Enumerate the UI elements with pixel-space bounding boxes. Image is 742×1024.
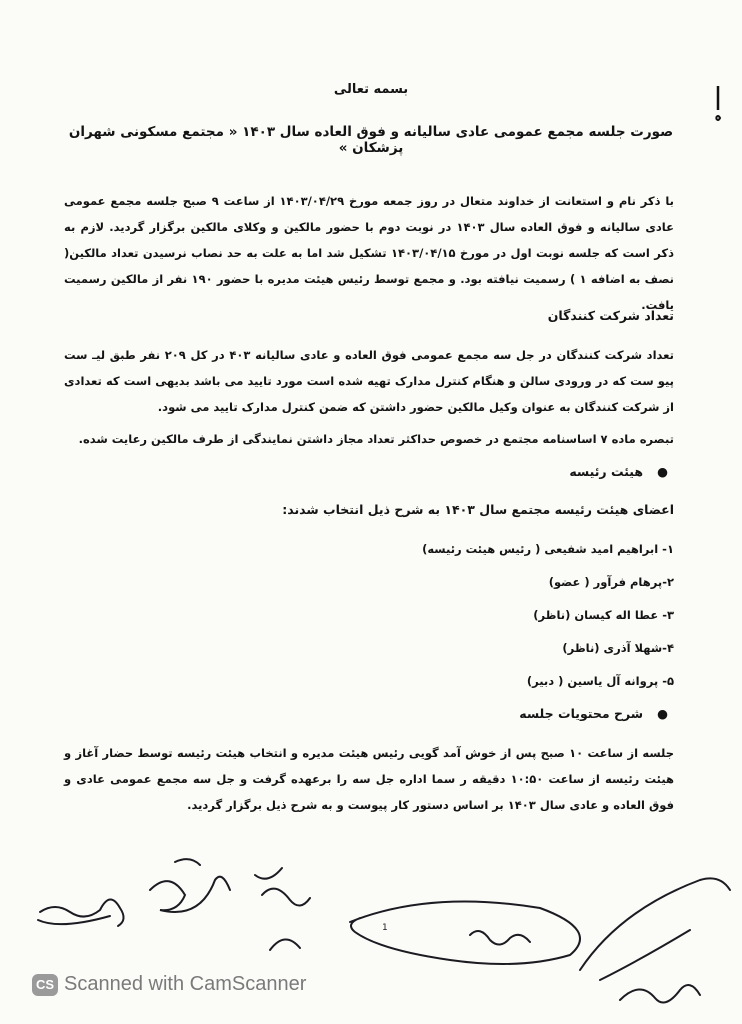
- signatures-area: [0, 850, 742, 1024]
- camscanner-watermark: [32, 973, 306, 996]
- signature-1: [38, 899, 124, 926]
- list-item: ۲-پرهام فرآور ( عضو): [548, 575, 674, 589]
- margin-mark: [712, 84, 724, 132]
- contents-bullet-label: شرح محتویات جلسه: [519, 706, 644, 721]
- bismillah-heading: بسمه تعالی: [333, 82, 409, 97]
- signature-2: [150, 859, 230, 912]
- document-title: صورت جلسه مجمع عمومی عادی سالیانه و فوق العاده سال ۱۴۰۳ « مجتمع مسکونی شهران پزشکان »: [68, 124, 674, 156]
- intro-paragraph: با ذکر نام و استعانت از خداوند متعال در روز جمعه مورخ ۱۴۰۳/۰۴/۲۹ از ساعت ۹ صبح جلسه مجمع عمومی عادی سالیانه و فوق العاده سال ۱۴۰۳ در نوبت دوم با حضور مالکین و وکلای مالکین برگزار گردید. لازم به ذکر است که جلسه نوبت اول در مورخ ۱۴۰۳/۰۴/۱۵ تشکیل شد اما به علت به حد نصاب نرسیدن تعداد مالکین( نصف به اضافه ۱ ) رسمیت نیافته بود. و مجمع توسط رئیس هیئت مدیره با حضور ۱۹۰ نفر از مالکین رسمیت یافت.: [64, 194, 675, 312]
- camscanner-logo-icon: CS: [32, 974, 58, 996]
- watermark-text: Scanned with CamScanner: [64, 973, 307, 995]
- bullet-icon: ●: [657, 706, 668, 721]
- contents-paragraph: جلسه از ساعت ۱۰ صبح پس از خوش آمد گویی رئیس هیئت مدیره و انتخاب هیئت رئیسه توسط حضار آغاز و هیئت رئیسه از ساعت ۱۰:۵۰ دقیقه ر سما اداره جل سه را برعهده گرفت و جل سه مجمع عمومی عادی و فوق العاده و عادی سال ۱۴۰۳ بر اساس دستور کار پیوست و به شرح ذیل برگزار گردید.: [64, 746, 675, 812]
- signature-3: [255, 868, 310, 950]
- board-intro: اعضای هیئت رئیسه مجتمع سال ۱۴۰۳ به شرح ذیل انتخاب شدند:: [282, 502, 674, 517]
- contents-section-heading: [519, 706, 668, 721]
- participants-heading: تعداد شرکت کنندگان: [547, 308, 674, 323]
- note-paragraph: تبصره ماده ۷ اساسنامه مجتمع در خصوص حداکثر تعداد مجاز داشتن نمایندگی از طرف مالکین رعایت شده.: [78, 432, 674, 446]
- board-section-heading: [569, 464, 668, 479]
- signature-6: [580, 878, 730, 980]
- page-number: 1: [382, 923, 388, 933]
- board-members-list: [422, 539, 674, 704]
- signature-5: [470, 931, 530, 945]
- list-item: ۳- عطا اله کیسان (ناظر): [533, 608, 674, 622]
- bullet-icon: ●: [657, 464, 668, 479]
- board-bullet-label: هیئت رئیسه: [569, 464, 644, 479]
- list-item: ۴-شهلا آذری (ناظر): [562, 641, 674, 655]
- signature-7: [620, 985, 700, 1002]
- list-item: ۱- ابراهیم امید شفیعی ( رئیس هیئت رئیسه): [422, 542, 674, 556]
- list-item: ۵- پروانه آل یاسین ( دبیر): [526, 674, 674, 688]
- participants-paragraph: تعداد شرکت کنندگان در جل سه مجمع عمومی فوق العاده و عادی سالیانه ۴۰۳ در کل ۲۰۹ نفر طبق لیـ ست پیو ست که در ورودی سالن و هنگام کنترل مدارک تهیه شده است مورد تایید می باشد بدیهی است که تعدادی از شرکت کنندگان به عنوان وکیل مالکین حضور داشتن که ضمن کنترل مدارک تایید می شود.: [64, 348, 674, 414]
